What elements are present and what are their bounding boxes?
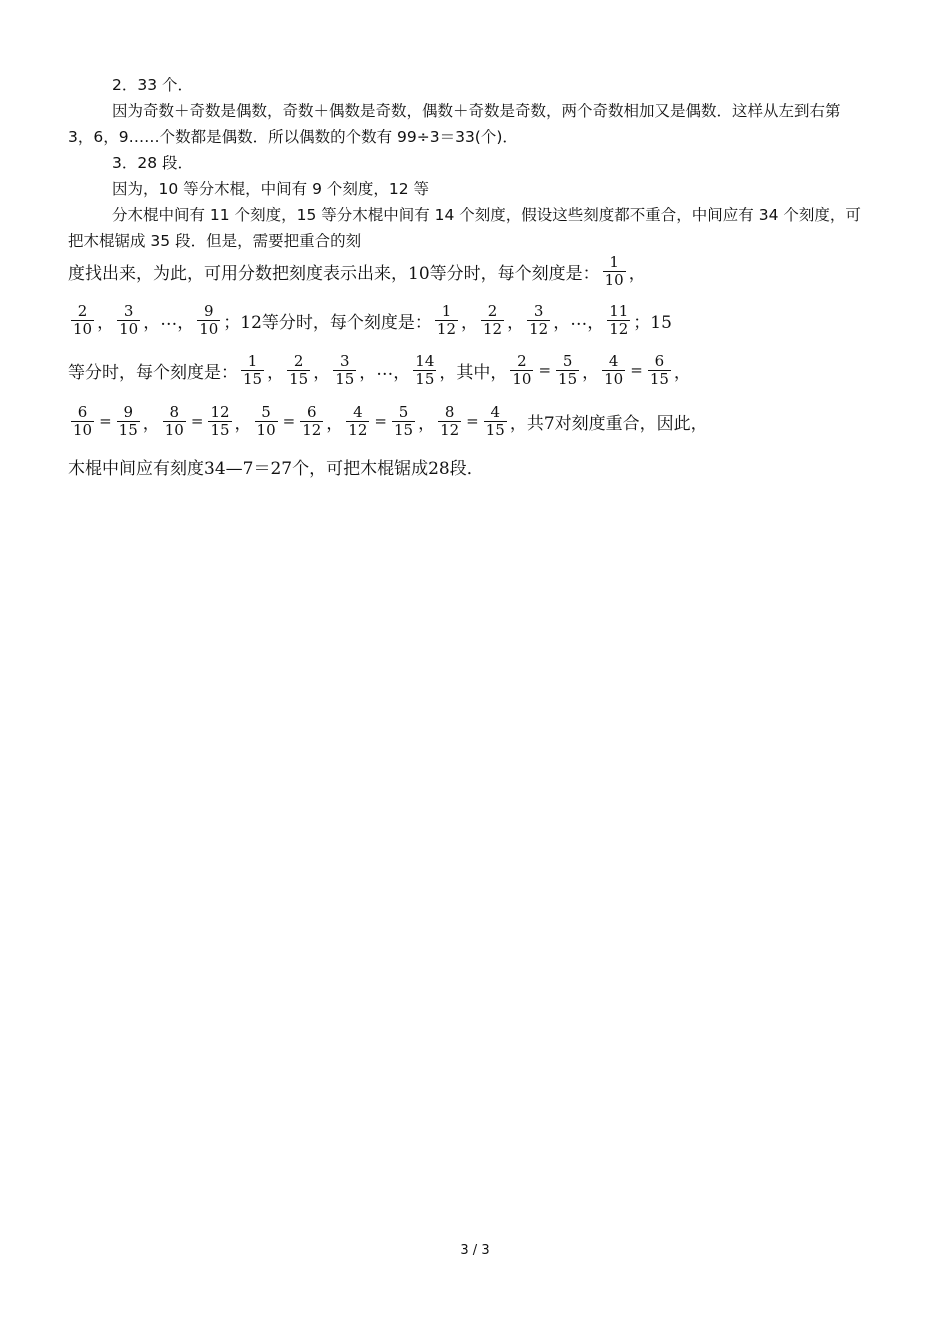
fraction: $\frac{8}{12}$ <box>440 402 460 439</box>
fraction: $\frac{4}{12}$ <box>348 402 368 439</box>
answer-3-line-3: 把木棍锯成 35 段．但是，需要把重合的刻 <box>68 232 362 250</box>
math-line-5: 木棍中间应有刻度34—7＝27个，可把木棍锯成28段． <box>68 458 484 479</box>
fraction: 9 10 <box>199 301 219 338</box>
math-text: 度找出来，为此，可用分数把刻度表示出来，10等分时，每个刻度是： <box>68 263 600 284</box>
fraction: $\frac{4}{10}$ <box>604 351 624 388</box>
answer-3-line-1: 因为，10 等分木棍，中间有 9 个刻度，12 等 <box>112 180 430 198</box>
answer-2-heading: 2．33 个． <box>112 76 194 94</box>
fraction: 3 12 <box>529 301 549 338</box>
fraction: $\frac{8}{10}$ <box>164 402 184 439</box>
answer-2-line-1: 因为奇数＋奇数是偶数，奇数＋偶数是奇数，偶数＋奇数是奇数，两个奇数相加又是偶数．这样从左到右第 <box>112 102 841 120</box>
fraction: 1 10 <box>604 252 624 289</box>
fraction: 2 12 <box>483 301 503 338</box>
answer-2-line-2: 3，6，9……个数都是偶数．所以偶数的个数有 99÷3＝33(个)． <box>68 128 518 146</box>
answer-3-heading: 3．28 段． <box>112 154 194 172</box>
fraction: 2 15 <box>289 351 309 388</box>
math-line-3: 等分时，每个刻度是： 1 15 ， 2 15 ， 3 15 ， … ， 14 15 ，其中， $\frac{2}{10}$ = $\frac{5}{15}$ ， $\frac{4}{10}$ = $\frac{6}{15}$ ， <box>68 351 691 388</box>
fraction: 3 15 <box>335 351 355 388</box>
math-line-4: $\frac{6}{10}$ = $\frac{9}{15}$ ， $\frac{8}{10}$ = $\frac{12}{15}$ ， $\frac{5}{10}$ = $\frac{6}{12}$ ， $\frac{4}{12}$ = $\frac{5}{15}$ ， $\frac{8}{12}$ = $\frac{4}{15}$ ，共7对刻度重合，因此， <box>73 402 708 439</box>
fraction: $\frac{5}{15}$ <box>393 402 414 439</box>
answer-3-line-2: 分木棍中间有 11 个刻度，15 等分木棍中间有 14 个刻度，假设这些刻度都不重合，中间应有 34 个刻度，可 <box>112 206 861 224</box>
fraction: $\frac{6}{12}$ <box>302 402 322 439</box>
fraction: $\frac{5}{15}$ <box>558 351 578 388</box>
fraction: $\frac{6}{10}$ <box>73 402 93 439</box>
page-number: 3 / 3 <box>460 1243 490 1258</box>
fraction: 1 12 <box>436 301 457 338</box>
fraction: 14 15 <box>415 351 435 388</box>
fraction: $\frac{4}{15}$ <box>485 402 505 439</box>
fraction: 2 10 <box>73 301 93 338</box>
fraction: 3 10 <box>119 301 139 338</box>
fraction: $\frac{5}{10}$ <box>256 402 276 439</box>
fraction: $\frac{9}{15}$ <box>118 402 138 439</box>
fraction: 11 12 <box>609 301 629 338</box>
fraction: $\frac{2}{10}$ <box>512 351 532 388</box>
fraction: $\frac{6}{15}$ <box>649 351 669 388</box>
fraction: 1 15 <box>243 351 263 388</box>
math-line-2: 2 10 ， 3 10 ， … ， 9 10 ； 12等分时，每个刻度是： 1 12 ， 2 12 ， 3 12 ， … ， 11 12 ；15 <box>73 301 672 338</box>
math-line-1: 度找出来，为此，可用分数把刻度表示出来，10等分时，每个刻度是： 1 10 ， <box>68 252 646 289</box>
fraction: $\frac{12}{15}$ <box>210 402 230 439</box>
